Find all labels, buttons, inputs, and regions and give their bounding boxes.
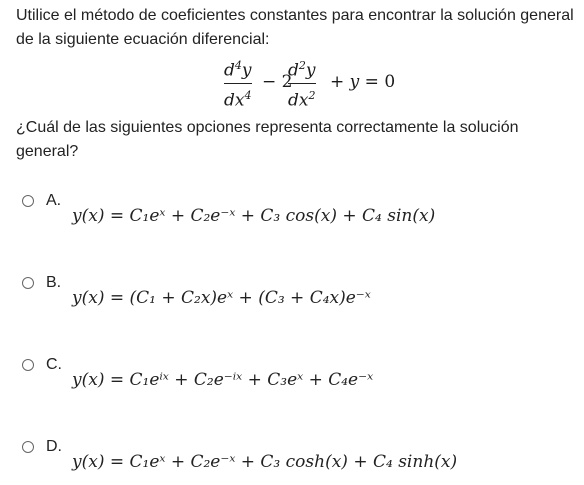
option-formula: y(x) = C₁eˣ + C₂e⁻ˣ + C₃ cos(x) + C₄ sin(x) [72,206,436,226]
option-letter: C. [46,356,62,373]
problem-statement: Utilice el método de coeficientes constantes para encontrar la solución general de la siguiente ecuación diferencial: [16,7,574,48]
option-formula: y(x) = C₁eⁱˣ + C₂e⁻ⁱˣ + C₃eˣ + C₄e⁻ˣ [72,370,374,390]
radio-button-b[interactable] [22,277,34,289]
option-letter: A. [46,192,62,209]
option-letter: D. [46,438,62,455]
fourth-derivative-fraction: $d^4y$ $dx^4$ [224,59,252,111]
radio-button-c[interactable] [22,359,34,371]
radio-button-d[interactable] [22,441,34,453]
differential-equation: $d^4y$ $dx^4$ − 2 $d^2y$ $dx^2$ + y = 0 [0,56,584,112]
option-formula: y(x) = C₁eˣ + C₂e⁻ˣ + C₃ cosh(x) + C₄ sinh(x) [72,452,458,472]
option-formula: y(x) = (C₁ + C₂x)eˣ + (C₃ + C₄x)e⁻ˣ [72,288,371,308]
option-letter: B. [46,274,62,291]
second-derivative-fraction: $d^2y$ $dx^2$ [288,59,316,111]
question-text: ¿Cuál de las siguientes opciones representa correctamente la solución general? [16,119,519,160]
radio-button-a[interactable] [22,195,34,207]
